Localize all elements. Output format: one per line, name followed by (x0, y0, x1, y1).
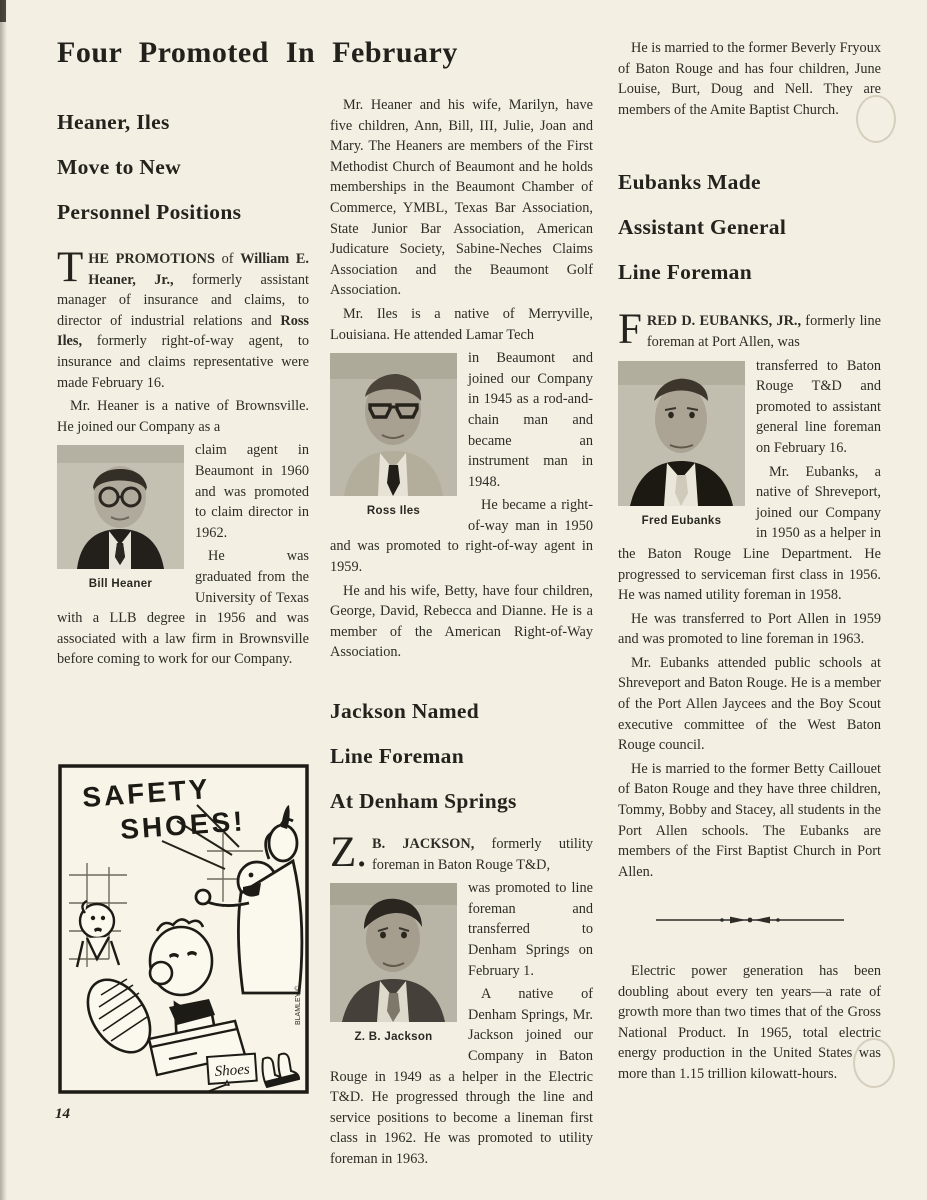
body-text: formerly utility foreman in Baton Rouge T&D, (372, 836, 593, 873)
heading-line: Eubanks Made (618, 170, 761, 195)
heaner-lead-paragraph (57, 244, 310, 393)
heaner-paragraph (57, 396, 309, 437)
name-bold: William E. Heaner, Jr., (88, 251, 310, 288)
body-text: He was transferred to Port Allen in 1959 and was promoted to line foreman in 1963. (618, 610, 881, 648)
jackson-lead-paragraph (330, 829, 593, 877)
body-text: claim agent in Beaumont in 1960 and was promoted to claim director in 1962. (195, 442, 309, 541)
body-text: Mr. Iles is a native of Merryville, Louisiana. He attended Lamar Tech (330, 305, 593, 343)
body-text: He is married to the former Beverly Fryoux of Baton Rouge and has four children, June Louise, Burt, Doug and Nell. They are members of the Amite Baptist Church. (618, 40, 881, 118)
cartoon-signature: BLAMLEY © (295, 985, 302, 1025)
body-text: in Beaumont and joined our Company in 1945 as a rod-and-chain man and became an instrument man in 1948. (468, 350, 593, 490)
photo-caption: Bill Heaner (88, 578, 153, 591)
lead-bold: RED D. EUBANKS, JR., (646, 313, 802, 330)
lead-bold: B. JACKSON, (372, 836, 475, 853)
dropcap-Z: Z. (330, 829, 368, 877)
body-text: He became a right-of-way man in 1950 and was promoted to right-of-way agent in 1959. (330, 497, 593, 576)
heading-line: Line Foreman (330, 744, 464, 769)
column-1 (57, 100, 309, 673)
ross-iles-photo (330, 353, 457, 496)
body-text: transferred to Baton Rouge T&D and promoted to assistant general line foreman on February 16. (756, 357, 881, 456)
body-text: Mr. Eubanks, a native of Shreveport, joined our Company in 1950 as a helper in the Baton Rouge Line Department. He progressed to serviceman first class in 1956. He was named utility foreman in 1958. (618, 463, 881, 604)
fred-eubanks-photo (618, 361, 745, 506)
heading-line: At Denham Springs (330, 789, 517, 814)
iles-paragraph (330, 304, 593, 345)
fred-eubanks-figure (618, 361, 745, 532)
scan-corner-mark (0, 0, 6, 22)
scan-edge-shadow (0, 0, 7, 1200)
zb-jackson-photo (330, 883, 457, 1022)
cartoon-sign-text: Shoes (214, 1061, 251, 1080)
page-title: Four Promoted In February (57, 36, 458, 69)
bill-heaner-figure (57, 445, 184, 595)
name-bold: Ross Iles, (57, 312, 309, 350)
heading-line: Personnel Positions (57, 200, 242, 224)
body-text: Mr. Heaner and his wife, Marilyn, have five children, Ann, Bill, III, Julie, Joan and Mary. The Heaners are members of the First Methodist Church of Beaumont and he holds memberships in the Beaumont Chamber of Commerce, YMBL, Texas Bar Association, State Junior Bar Association, American Judicature Society, Sabine-Neches Claims Association and the Beaumont Golf Association. (330, 97, 593, 299)
column-3 (618, 38, 881, 1088)
eubanks-paragraph (618, 609, 881, 650)
body-text: was promoted to line foreman and transferred to Denham Springs on February 1. (468, 880, 593, 979)
body-text: formerly right-of-way agent, to insurance and claims representative were made February 16. (57, 333, 309, 391)
body-text: He was graduated from the University of Texas with a LLB degree in 1956 and was associated with a law firm in Brownsville before coming to work for our Company. (57, 548, 309, 668)
lead-bold: HE PROMOTIONS (88, 251, 215, 267)
eubanks-paragraph (618, 653, 881, 756)
body-text: formerly assistant manager of insurance and claims, to director of industrial relations and (57, 271, 309, 329)
body-text: A native of Denham Springs, Mr. Jackson joined our Company in Baton Rouge in 1949 as a helper in the Electric T&D. He progressed through the line and service positions to become a lineman first class in 1962. He was promoted to utility foreman in 1963. (330, 986, 593, 1167)
heading-line: Line Foreman (618, 260, 752, 285)
zb-jackson-figure (330, 883, 457, 1048)
divider-ornament-icon (650, 914, 850, 926)
photo-caption: Z. B. Jackson (354, 1031, 433, 1044)
heading-line: Heaner, Iles (57, 110, 170, 134)
jackson-article-heading (330, 689, 593, 824)
heading-line: Jackson Named (330, 699, 480, 724)
eubanks-article-heading (618, 160, 881, 295)
eubanks-intro-paragraph (618, 38, 881, 120)
photo-caption: Fred Eubanks (641, 514, 722, 527)
page-number: 14 (55, 1106, 70, 1122)
column-2 (330, 95, 593, 1173)
photo-caption: Ross Iles (366, 505, 421, 518)
filler-paragraph (618, 961, 881, 1085)
safety-shoes-cartoon (57, 763, 310, 1095)
body-text: Mr. Eubanks attended public schools at Shreveport and Baton Rouge. He is a member of the Port Allen Jaycees and the Boy Scout executive committee of the West Baton Rouge council. (618, 654, 881, 754)
eubanks-lead-paragraph (618, 306, 882, 354)
eubanks-paragraph (618, 759, 881, 883)
heaner-family-paragraph (330, 95, 593, 301)
heaner-article-heading (57, 100, 309, 235)
bill-heaner-photo (57, 445, 184, 569)
body-text: Mr. Heaner is a native of Brownsville. He joined our Company as a (57, 398, 309, 435)
cartoon-title-line2: SHOES! (119, 805, 247, 845)
dropcap-F: F (618, 306, 642, 354)
body-text: He and his wife, Betty, have four children, George, David, Rebecca and Dianne. He is a member of the American Right-of-Way Association. (330, 582, 593, 661)
section-divider (618, 912, 881, 933)
cartoon-title-line1: SAFETY (81, 773, 212, 813)
ross-iles-figure (330, 353, 457, 522)
body-text: He is married to the former Betty Caillouet of Baton Rouge and they have three children, Tommy, Bobby and Stacey, all students in the Port Allen schools. The Eubanks are members of the First Baptist Church in Port Allen. (618, 760, 881, 880)
body-text: formerly line foreman at Port Allen, was (646, 313, 882, 350)
heading-line: Move to New (57, 155, 181, 179)
iles-paragraph (330, 581, 593, 663)
dropcap-T: T (57, 244, 84, 291)
body-text: of (214, 251, 241, 267)
heading-line: Assistant General (618, 215, 787, 240)
body-text: Electric power generation has been doubling about every ten years—a rate of growth more than two times that of the Gross National Product. In 1965, total electric energy production in the United States was more than 1.15 trillion kilowatt-hours. (618, 963, 881, 1082)
